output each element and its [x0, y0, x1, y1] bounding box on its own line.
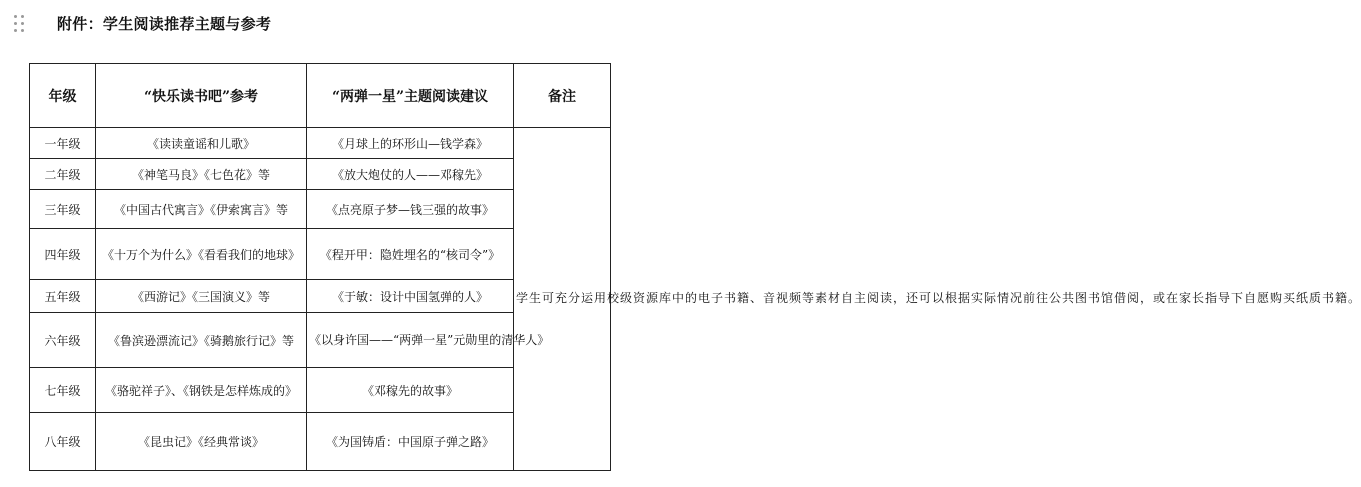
- header-remark: 备注: [514, 64, 611, 128]
- grade-cell: 六年级: [30, 313, 96, 368]
- reading-cell: 《中国古代寓言》《伊索寓言》等: [96, 190, 307, 229]
- grade-cell: 三年级: [30, 190, 96, 229]
- header-grade: 年级: [30, 64, 96, 128]
- theme-cell: 《以身许国——“两弹一星”元勋里的清华人》: [307, 313, 514, 368]
- reading-cell: 《昆虫记》《经典常谈》: [96, 413, 307, 471]
- theme-cell: 《于敏：设计中国氢弹的人》: [307, 280, 514, 313]
- reading-cell: 《十万个为什么》《看看我们的地球》: [96, 229, 307, 280]
- theme-cell: 《为国铸盾：中国原子弹之路》: [307, 413, 514, 471]
- grade-cell: 七年级: [30, 368, 96, 413]
- attachment-heading: 附件：学生阅读推荐主题与参考: [57, 15, 272, 33]
- theme-cell: 《程开甲：隐姓埋名的“核司令”》: [307, 229, 514, 280]
- header-happy-reading: “快乐读书吧”参考: [96, 64, 307, 128]
- theme-cell: 《邓稼先的故事》: [307, 368, 514, 413]
- grade-cell: 一年级: [30, 128, 96, 159]
- theme-cell: 《月球上的环形山—钱学森》: [307, 128, 514, 159]
- drag-handle-icon[interactable]: [14, 15, 26, 33]
- grade-cell: 八年级: [30, 413, 96, 471]
- header-theme-reading: “两弹一星”主题阅读建议: [307, 64, 514, 128]
- reading-cell: 《读读童谣和儿歌》: [96, 128, 307, 159]
- theme-cell: 《点亮原子梦—钱三强的故事》: [307, 190, 514, 229]
- reading-cell: 《骆驼祥子》、《钢铁是怎样炼成的》: [96, 368, 307, 413]
- reading-table: [29, 63, 1361, 471]
- grade-cell: 四年级: [30, 229, 96, 280]
- reading-cell: 《神笔马良》《七色花》等: [96, 159, 307, 190]
- table-header-row: [30, 64, 611, 128]
- table-row: [30, 128, 611, 159]
- reading-cell: 《鲁滨逊漂流记》《骑鹅旅行记》等: [96, 313, 307, 368]
- reading-cell: 《西游记》《三国演义》等: [96, 280, 307, 313]
- grade-cell: 二年级: [30, 159, 96, 190]
- remark-cell: 学生可充分运用校级资源库中的电子书籍、音视频等素材自主阅读，还可以根据实际情况前往公共图书馆借阅，或在家长指导下自愿购买纸质书籍。: [514, 128, 611, 471]
- theme-cell: 《放大炮仗的人——邓稼先》: [307, 159, 514, 190]
- grade-cell: 五年级: [30, 280, 96, 313]
